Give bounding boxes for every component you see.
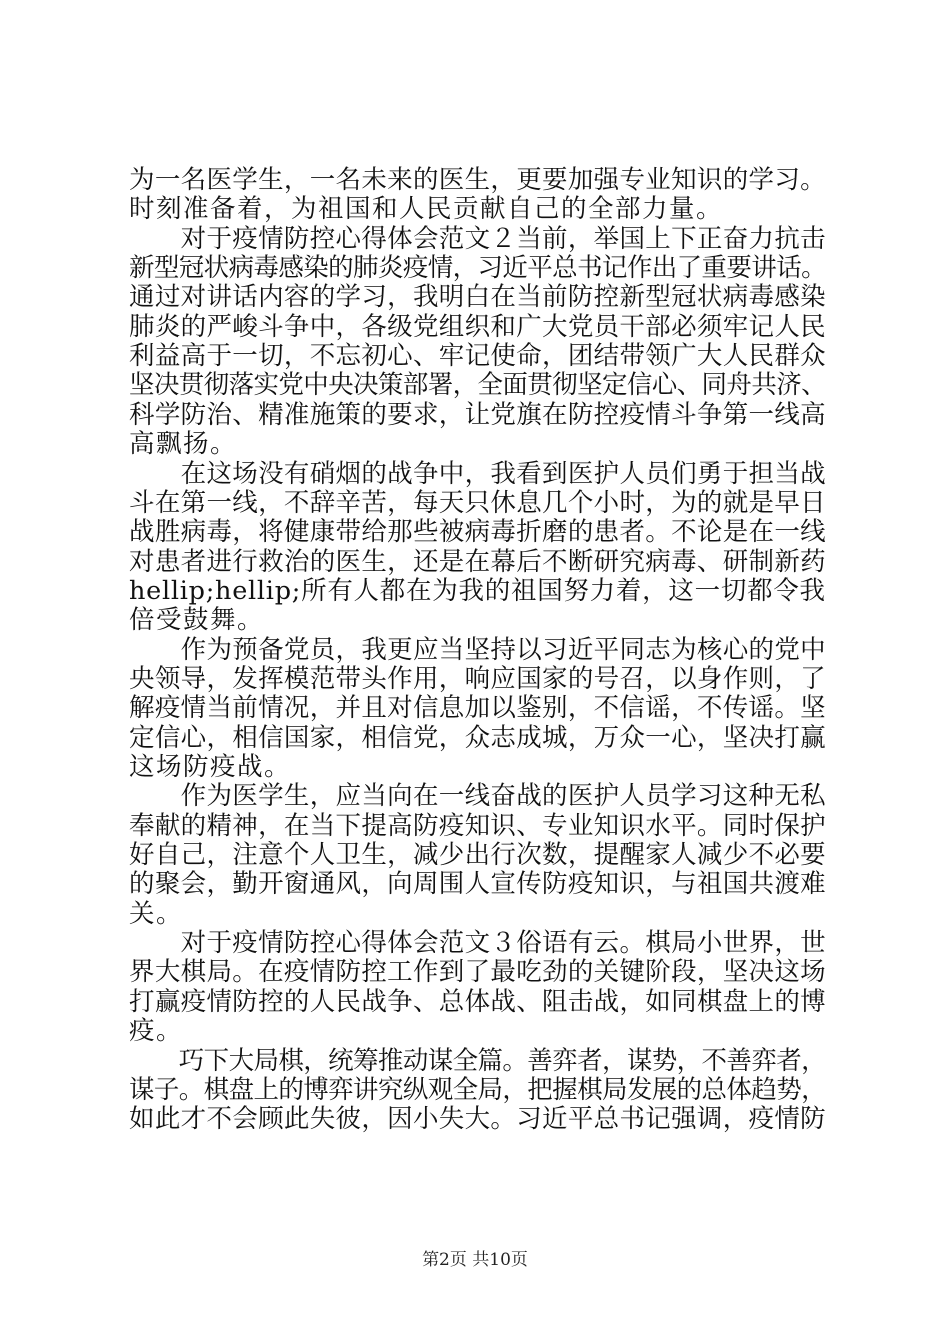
text-line: 解疫情当前情况，并且对信息加以鉴别，不信谣，不传谣。坚 [129, 693, 827, 724]
text-line: 新型冠状病毒感染的肺炎疫情，习近平总书记作出了重要讲话。 [129, 253, 827, 284]
text-line: 坚决贯彻落实党中央决策部署，全面贯彻坚定信心、同舟共济、 [129, 370, 827, 401]
text-line: 对于疫情防控心得体会范文３俗语有云。棋局小世界，世 [129, 928, 827, 959]
text-line: 关。 [129, 898, 184, 929]
text-line: 对于疫情防控心得体会范文２当前，举国上下正奋力抗击 [129, 223, 827, 254]
text-line: 为一名医学生，一名未来的医生，更要加强专业知识的学习。 [129, 165, 827, 195]
text-line: 在这场没有硝烟的战争中，我看到医护人员们勇于担当战 [129, 458, 827, 489]
text-line: 战胜病毒，将健康带给那些被病毒折磨的患者。不论是在一线 [129, 517, 827, 548]
text-line: 对患者进行救治的医生，还是在幕后不断研究病毒、研制新药 [129, 546, 827, 577]
text-line: 定信心，相信国家，相信党，众志成城，万众一心，坚决打赢 [129, 722, 827, 753]
text-line: 作为预备党员，我更应当坚持以习近平同志为核心的党中 [129, 634, 827, 665]
text-line: 这场防疫战。 [129, 752, 292, 782]
page-footer: 第2页 共10页 [422, 1250, 528, 1270]
text-line: 奉献的精神，在当下提高防疫知识、专业知识水平。同时保护 [129, 810, 827, 841]
text-line: 科学防治、精准施策的要求，让党旗在防控疫情斗争第一线高 [129, 399, 827, 430]
text-line: 如此才不会顾此失彼，因小失大。习近平总书记强调，疫情防 [129, 1104, 827, 1135]
text-line: 打赢疫情防控的人民战争、总体战、阻击战，如同棋盘上的博 [129, 986, 827, 1017]
text-line: 作为医学生，应当向在一线奋战的医护人员学习这种无私 [129, 781, 827, 812]
text-line: 巧下大局棋，统筹推动谋全篇。善弈者，谋势，不善弈者， [129, 1045, 827, 1076]
text-line: 利益高于一切，不忘初心、牢记使命，团结带领广大人民群众 [129, 341, 827, 372]
text-line: 的聚会，勤开窗通风，向周围人宣传防疫知识，与祖国共渡难 [129, 869, 827, 900]
text-line: 肺炎的严峻斗争中，各级党组织和广大党员干部必须牢记人民 [129, 311, 827, 342]
text-line: 通过对讲话内容的学习，我明白在当前防控新型冠状病毒感染 [129, 282, 827, 313]
text-line: 谋子。棋盘上的博弈讲究纵观全局，把握棋局发展的总体趋势， [129, 1074, 827, 1105]
text-line: 倍受鼓舞。 [129, 605, 265, 636]
text-line: 疫。 [129, 1016, 184, 1047]
text-line: 好自己，注意个人卫生，减少出行次数，提醒家人减少不必要 [129, 840, 827, 871]
text-line: hellip;hellip;所有人都在为我的祖国努力着，这一切都令我 [129, 575, 826, 606]
text-line: 斗在第一线，不辞辛苦，每天只休息几个小时，为的就是早日 [129, 487, 827, 518]
text-line: 界大棋局。在疫情防控工作到了最吃劲的关键阶段，坚决这场 [129, 957, 827, 988]
text-line: 时刻准备着，为祖国和人民贡献自己的全部力量。 [129, 194, 724, 225]
text-line: 高飘扬。 [129, 429, 238, 460]
text-line: 央领导，发挥模范带头作用，响应国家的号召，以身作则，了 [129, 663, 827, 694]
